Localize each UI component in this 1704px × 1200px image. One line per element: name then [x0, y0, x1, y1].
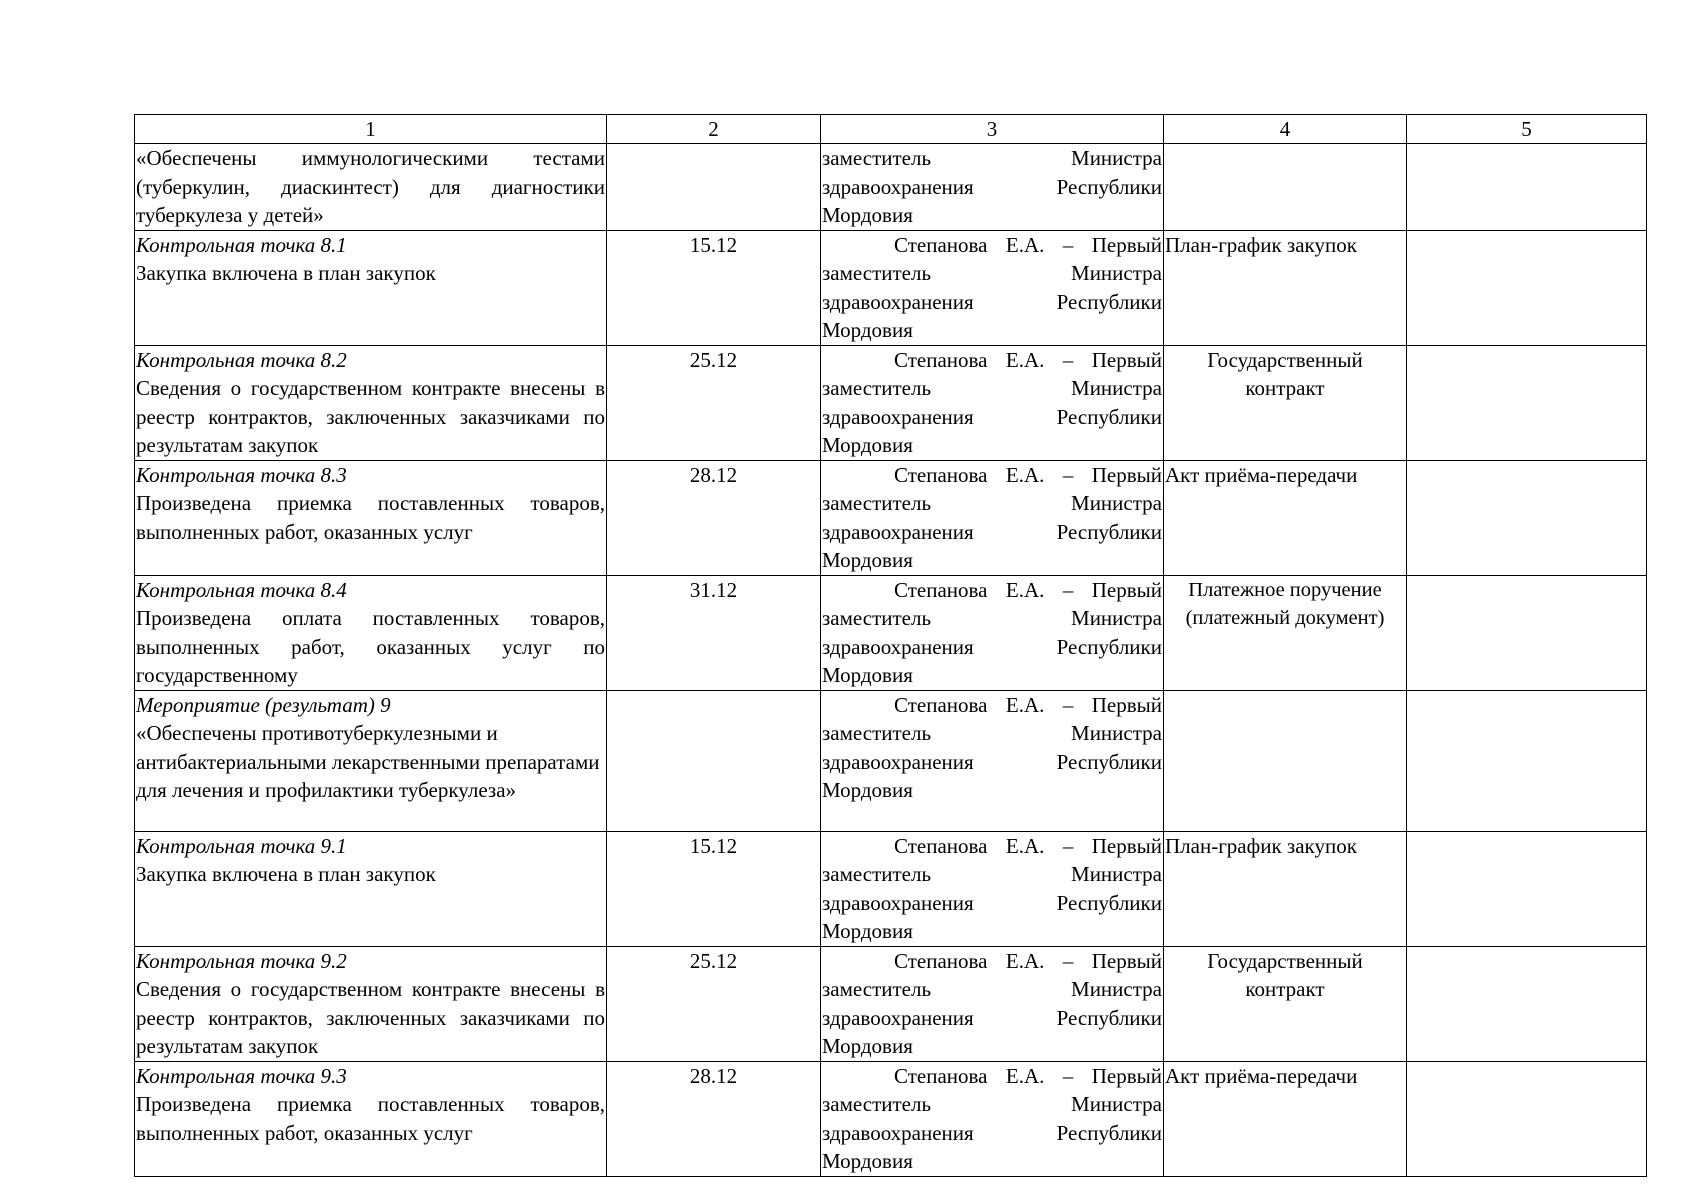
- responsible-line-2: заместитель Министра: [822, 376, 1162, 400]
- responsible-line-2: заместитель Министра: [822, 1092, 1162, 1116]
- column-5-cell: [1407, 575, 1647, 690]
- checkpoint-title: Контрольная точка 8.2: [136, 347, 347, 372]
- column-number-5: 5: [1407, 115, 1647, 144]
- column-number-2: 2: [607, 115, 821, 144]
- checkpoint-text: Произведена оплата поставленных товаров, выполненных работ, оказанных услуг по государственному: [136, 606, 605, 687]
- table-row: [135, 144, 1647, 231]
- table-row: [135, 946, 1647, 1061]
- checkpoint-cell: [135, 460, 607, 575]
- document-cell: План-график закупок: [1164, 831, 1407, 946]
- measure-text: «Обеспечены противотуберкулезными и антибактериальными лекарственными препаратами для лечения и профилактики туберкулеза»: [136, 721, 600, 802]
- document-cell: [1164, 144, 1407, 231]
- checkpoint-cell: [135, 831, 607, 946]
- checkpoint-text: Сведения о государственном контракте внесены в реестр контрактов, заключенных заказчиками по результатам закупок: [136, 376, 605, 457]
- table-row: [135, 831, 1647, 946]
- responsible-line-4: Мордовия: [822, 203, 913, 227]
- measure-text: «Обеспечены иммунологическими тестами (туберкулин, диаскинтест) для диагностики туберкулеза у детей»: [136, 146, 605, 227]
- column-5-cell: [1407, 946, 1647, 1061]
- checkpoint-text: Произведена приемка поставленных товаров, выполненных работ, оказанных услуг: [136, 1092, 605, 1145]
- responsible-line-3: здравоохранения Республики: [822, 1005, 1162, 1030]
- document-cell: Акт приёма-передачи: [1164, 460, 1407, 575]
- responsible-line-3: здравоохранения Республики: [822, 289, 1162, 314]
- checkpoint-text: Закупка включена в план закупок: [136, 862, 436, 886]
- responsible-cell: [821, 345, 1164, 460]
- responsible-line-1: Степанова Е.А. – Первый: [894, 232, 1162, 257]
- measure-cell: [135, 144, 607, 231]
- responsible-line-4: Мордовия: [822, 1034, 913, 1058]
- date-cell: 25.12: [607, 946, 821, 1061]
- responsible-cell: [821, 575, 1164, 690]
- responsible-line-3: здравоохранения Республики: [822, 890, 1162, 915]
- measure-cell: [135, 690, 607, 831]
- responsible-cell: [821, 831, 1164, 946]
- column-5-cell: [1407, 460, 1647, 575]
- checkpoint-text: Сведения о государственном контракте внесены в реестр контрактов, заключенных заказчиками по результатам закупок: [136, 977, 605, 1058]
- responsible-line-1: Степанова Е.А. – Первый: [894, 948, 1162, 973]
- document-cell: Государственный контракт: [1164, 345, 1407, 460]
- column-5-cell: [1407, 230, 1647, 345]
- responsible-line-1: Степанова Е.А. – Первый: [894, 462, 1162, 487]
- responsible-cell: [821, 1061, 1164, 1176]
- checkpoint-title: Контрольная точка 8.3: [136, 462, 347, 487]
- table-row: [135, 575, 1647, 690]
- column-5-cell: [1407, 345, 1647, 460]
- responsible-cell: [821, 460, 1164, 575]
- document-cell: Платежное поручение (платежный документ): [1164, 575, 1407, 690]
- responsible-line-3: здравоохранения Республики: [822, 174, 1162, 199]
- responsible-line-2: заместитель Министра: [822, 261, 1162, 285]
- date-cell: 15.12: [607, 230, 821, 345]
- document-cell: Государственный контракт: [1164, 946, 1407, 1061]
- table-row: [135, 460, 1647, 575]
- checkpoint-cell: [135, 345, 607, 460]
- responsible-cell: [821, 230, 1164, 345]
- responsible-line-4: Мордовия: [822, 433, 913, 457]
- checkpoint-title: Контрольная точка 8.1: [136, 232, 347, 257]
- date-cell: 31.12: [607, 575, 821, 690]
- table-row: [135, 1061, 1647, 1176]
- date-cell: 28.12: [607, 460, 821, 575]
- responsible-line-1: Степанова Е.А. – Первый: [894, 577, 1162, 602]
- checkpoint-title: Контрольная точка 9.2: [136, 948, 347, 973]
- measure-title: Мероприятие (результат) 9: [136, 692, 391, 717]
- plan-table: [134, 114, 1647, 1177]
- date-cell: 25.12: [607, 345, 821, 460]
- checkpoint-title: Контрольная точка 8.4: [136, 577, 347, 602]
- checkpoint-cell: [135, 230, 607, 345]
- column-number-3: 3: [821, 115, 1164, 144]
- column-5-cell: [1407, 831, 1647, 946]
- checkpoint-cell: [135, 946, 607, 1061]
- responsible-line-1: Степанова Е.А. – Первый: [894, 692, 1162, 717]
- responsible-line-3: здравоохранения Республики: [822, 404, 1162, 429]
- date-cell: 28.12: [607, 1061, 821, 1176]
- column-5-cell: [1407, 690, 1647, 831]
- responsible-line-4: Мордовия: [822, 778, 913, 802]
- table-row: [135, 690, 1647, 831]
- table-row: [135, 345, 1647, 460]
- responsible-line-1: Степанова Е.А. – Первый: [894, 347, 1162, 372]
- responsible-line-2: заместитель Министра: [822, 146, 1162, 170]
- responsible-cell: [821, 690, 1164, 831]
- checkpoint-cell: [135, 1061, 607, 1176]
- responsible-line-1: Степанова Е.А. – Первый: [894, 1063, 1162, 1088]
- responsible-line-2: заместитель Министра: [822, 606, 1162, 630]
- table-row: [135, 230, 1647, 345]
- checkpoint-title: Контрольная точка 9.3: [136, 1063, 347, 1088]
- column-number-row: [135, 115, 1647, 144]
- checkpoint-text: Произведена приемка поставленных товаров, выполненных работ, оказанных услуг: [136, 491, 605, 544]
- column-number-1: 1: [135, 115, 607, 144]
- date-cell: [607, 144, 821, 231]
- checkpoint-cell: [135, 575, 607, 690]
- responsible-line-3: здравоохранения Республики: [822, 1120, 1162, 1145]
- responsible-line-4: Мордовия: [822, 1149, 913, 1173]
- responsible-line-3: здравоохранения Республики: [822, 519, 1162, 544]
- date-cell: 15.12: [607, 831, 821, 946]
- responsible-cell: [821, 946, 1164, 1061]
- responsible-line-2: заместитель Министра: [822, 721, 1162, 745]
- document-cell: [1164, 690, 1407, 831]
- responsible-line-2: заместитель Министра: [822, 977, 1162, 1001]
- responsible-line-4: Мордовия: [822, 919, 913, 943]
- responsible-line-2: заместитель Министра: [822, 491, 1162, 515]
- date-cell: [607, 690, 821, 831]
- column-5-cell: [1407, 144, 1647, 231]
- responsible-line-1: Степанова Е.А. – Первый: [894, 833, 1162, 858]
- checkpoint-text: Закупка включена в план закупок: [136, 261, 436, 285]
- responsible-cell: [821, 144, 1164, 231]
- responsible-line-3: здравоохранения Республики: [822, 634, 1162, 659]
- responsible-line-4: Мордовия: [822, 318, 913, 342]
- responsible-line-2: заместитель Министра: [822, 862, 1162, 886]
- document-cell: Акт приёма-передачи: [1164, 1061, 1407, 1176]
- column-5-cell: [1407, 1061, 1647, 1176]
- column-number-4: 4: [1164, 115, 1407, 144]
- document-cell: План-график закупок: [1164, 230, 1407, 345]
- responsible-line-3: здравоохранения Республики: [822, 749, 1162, 774]
- responsible-line-4: Мордовия: [822, 663, 913, 687]
- checkpoint-title: Контрольная точка 9.1: [136, 833, 347, 858]
- responsible-line-4: Мордовия: [822, 548, 913, 572]
